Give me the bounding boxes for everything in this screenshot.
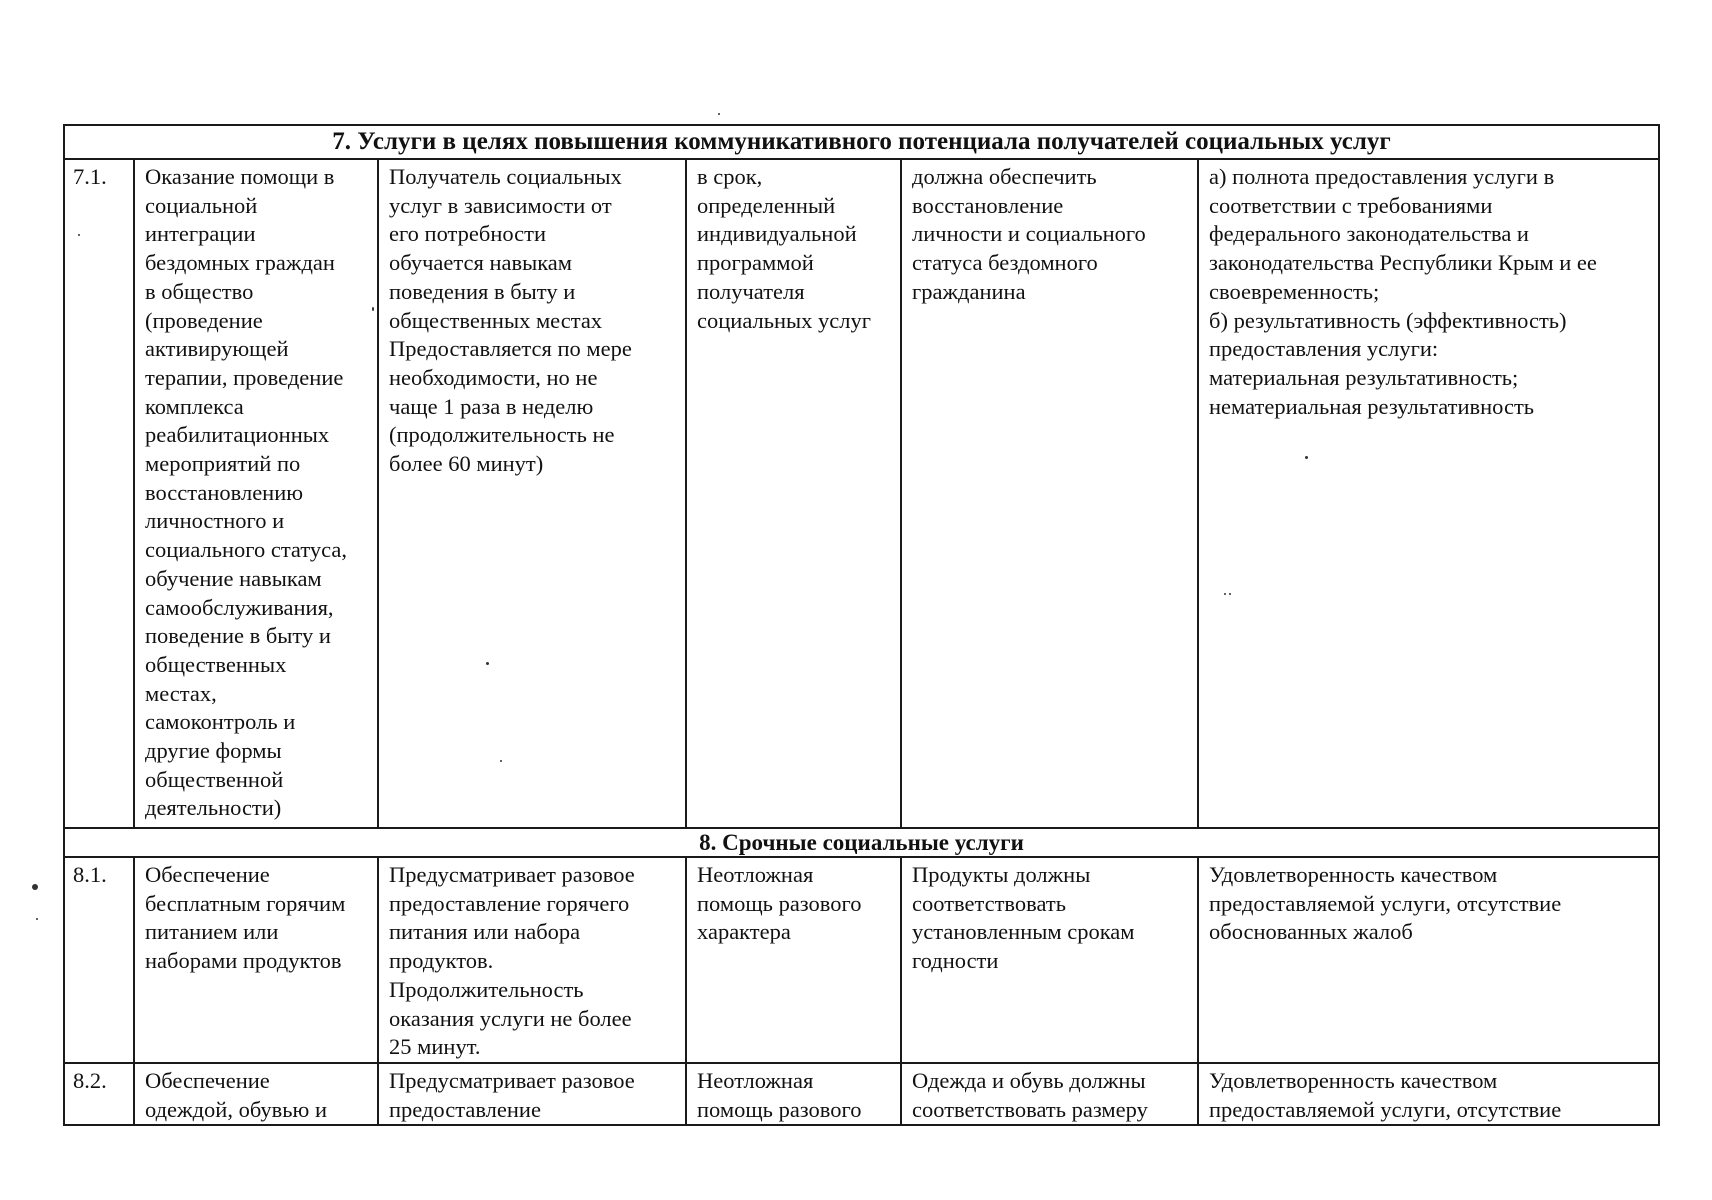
service-description: Предусматривает разовое предоставление (378, 1063, 686, 1125)
scan-speck (78, 234, 80, 236)
scan-speck (718, 113, 720, 115)
scan-speck (32, 884, 38, 890)
table-row (64, 857, 1659, 1063)
scan-speck (1305, 456, 1308, 459)
scan-speck (36, 918, 38, 920)
service-name: Оказание помощи в социальной интеграции бездомных граждан в общество (проведение активирующей терапии, проведение комплекса реабилитационных мероприятий по восстановлению личностного и социального статуса, обучение навыкам самообслуживания, поведение в быту и общественных местах, самоконтроль и другие формы общественной деятельности) (134, 159, 378, 828)
service-quality: а) полнота предоставления услуги в соответствии с требованиями федерального законодательства и законодательства Республики Крым и ее своевременность; б) результативность (эффективность) предоставления услуги: материальная результативность; нематериальная результативность (1198, 159, 1659, 828)
section-header-7 (64, 125, 1659, 159)
section-title: 8. Срочные социальные услуги (64, 828, 1659, 857)
scan-speck (500, 760, 502, 762)
service-term: в срок, определенный индивидуальной программой получателя социальных услуг (686, 159, 901, 828)
row-number: 8.1. (64, 857, 134, 1063)
service-term: Неотложная помощь разового (686, 1063, 901, 1125)
service-description: Предусматривает разовое предоставление горячего питания или набора продуктов. Продолжительность оказания услуги не более 25 минут. (378, 857, 686, 1063)
service-name: Обеспечение бесплатным горячим питанием или наборами продуктов (134, 857, 378, 1063)
section-header-8 (64, 828, 1659, 857)
service-conditions: Одежда и обувь должны соответствовать размеру (901, 1063, 1198, 1125)
scan-speck (486, 662, 489, 665)
section-title: 7. Услуги в целях повышения коммуникативного потенциала получателей социальных услуг (64, 125, 1659, 159)
row-number: 8.2. (64, 1063, 134, 1125)
service-conditions: должна обеспечить восстановление личности и социального статуса бездомного гражданина (901, 159, 1198, 828)
service-description: Получатель социальных услуг в зависимости от его потребности обучается навыкам поведения в быту и общественных местах Предоставляется по мере необходимости, но не чаще 1 раза в неделю (продолжительность не более 60 минут) (378, 159, 686, 828)
service-conditions: Продукты должны соответствовать установленным срокам годности (901, 857, 1198, 1063)
scan-speck (372, 307, 374, 311)
table-row (64, 159, 1659, 828)
services-table (63, 124, 1660, 1126)
service-quality: Удовлетворенность качеством предоставляемой услуги, отсутствие обоснованных жалоб (1198, 857, 1659, 1063)
table-row (64, 1063, 1659, 1125)
service-quality: Удовлетворенность качеством предоставляемой услуги, отсутствие (1198, 1063, 1659, 1125)
service-term: Неотложная помощь разового характера (686, 857, 901, 1063)
service-name: Обеспечение одеждой, обувью и (134, 1063, 378, 1125)
scan-speck (1229, 593, 1231, 595)
scan-speck (1224, 593, 1226, 595)
row-number: 7.1. (64, 159, 134, 828)
